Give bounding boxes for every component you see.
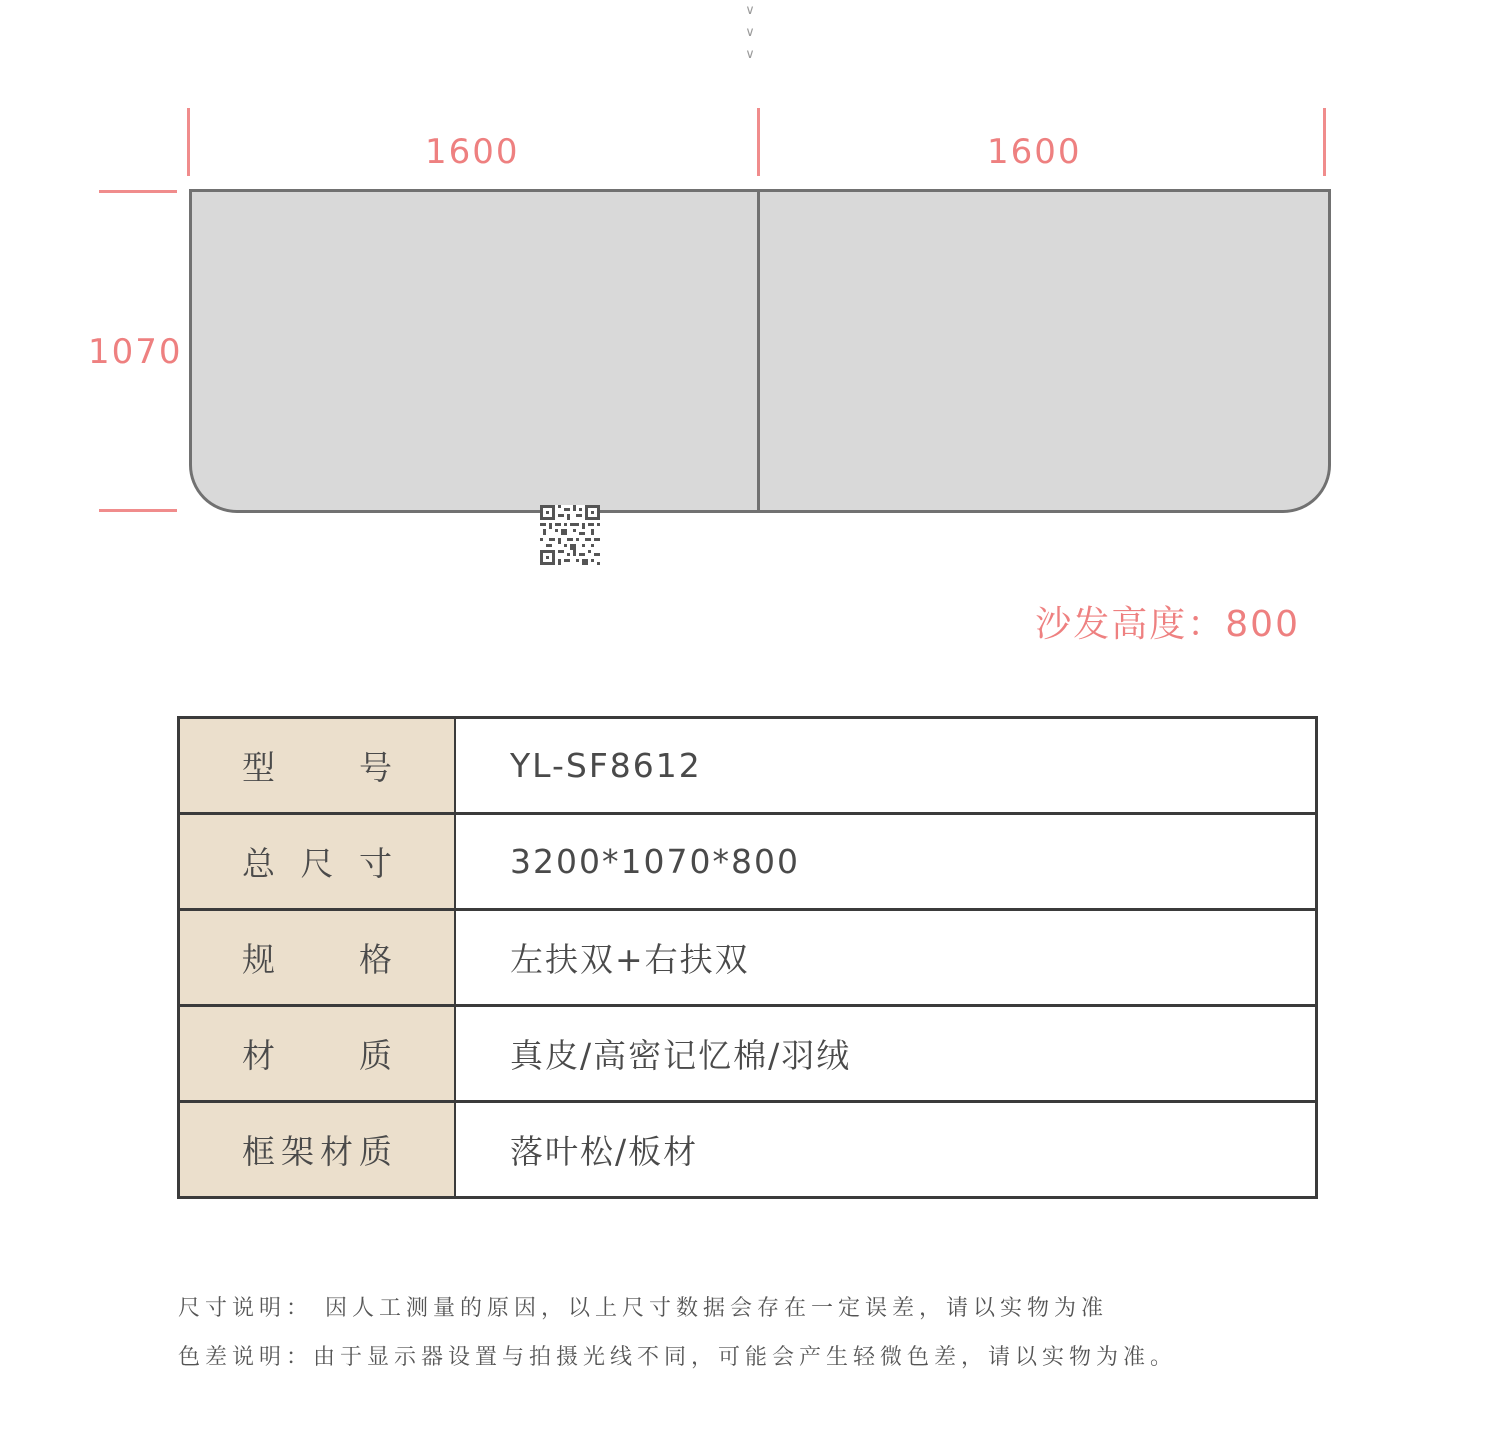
color-disclaimer: 色差说明：由于显示器设置与拍摄光线不同，可能会产生轻微色差，请以实物为准。	[178, 1345, 1178, 1370]
qr-code-icon	[540, 505, 600, 565]
table-row	[179, 1102, 1317, 1198]
spec-label-cell	[179, 814, 456, 910]
width-right-label: 1600	[987, 132, 1082, 172]
spec-table	[177, 716, 1318, 1199]
sofa-seat-divider	[757, 189, 760, 513]
chevron-down-icon: ∨	[745, 47, 755, 62]
sofa-height-note: 沙发高度：800	[1035, 604, 1300, 645]
dimension-tick-left	[187, 108, 190, 176]
sofa-top-view	[189, 189, 1331, 513]
dimension-tick-middle	[757, 108, 760, 176]
spec-value: 左扶双+右扶双	[455, 910, 1317, 1006]
spec-value: 3200*1070*800	[455, 814, 1317, 910]
spec-value: 落叶松/板材	[455, 1102, 1317, 1198]
table-row	[179, 910, 1317, 1006]
size-disclaimer: 尺寸说明： 因人工测量的原因，以上尺寸数据会存在一定误差，请以实物为准	[178, 1296, 1108, 1321]
spec-value: YL-SF8612	[455, 718, 1317, 814]
chevron-down-icon: ∨	[745, 25, 755, 40]
dimension-tick-right	[1323, 108, 1326, 176]
spec-label: 规格	[242, 940, 392, 979]
depth-tick-bottom	[99, 509, 177, 512]
spec-label: 材质	[242, 1036, 392, 1075]
depth-tick-top	[99, 190, 177, 193]
table-row	[179, 814, 1317, 910]
spec-label: 框架材质	[242, 1132, 392, 1171]
spec-label-cell	[179, 910, 456, 1006]
width-left-label: 1600	[425, 132, 520, 172]
spec-label-cell	[179, 1006, 456, 1102]
depth-label: 1070	[88, 332, 183, 372]
table-row	[179, 718, 1317, 814]
spec-label-cell	[179, 1102, 456, 1198]
chevron-down-icon: ∨	[745, 3, 755, 18]
spec-label: 型号	[242, 748, 392, 787]
spec-value: 真皮/高密记忆棉/羽绒	[455, 1006, 1317, 1102]
scroll-down-indicator	[730, 0, 770, 66]
table-row	[179, 1006, 1317, 1102]
spec-label-cell	[179, 718, 456, 814]
spec-label: 总尺寸	[242, 844, 392, 883]
